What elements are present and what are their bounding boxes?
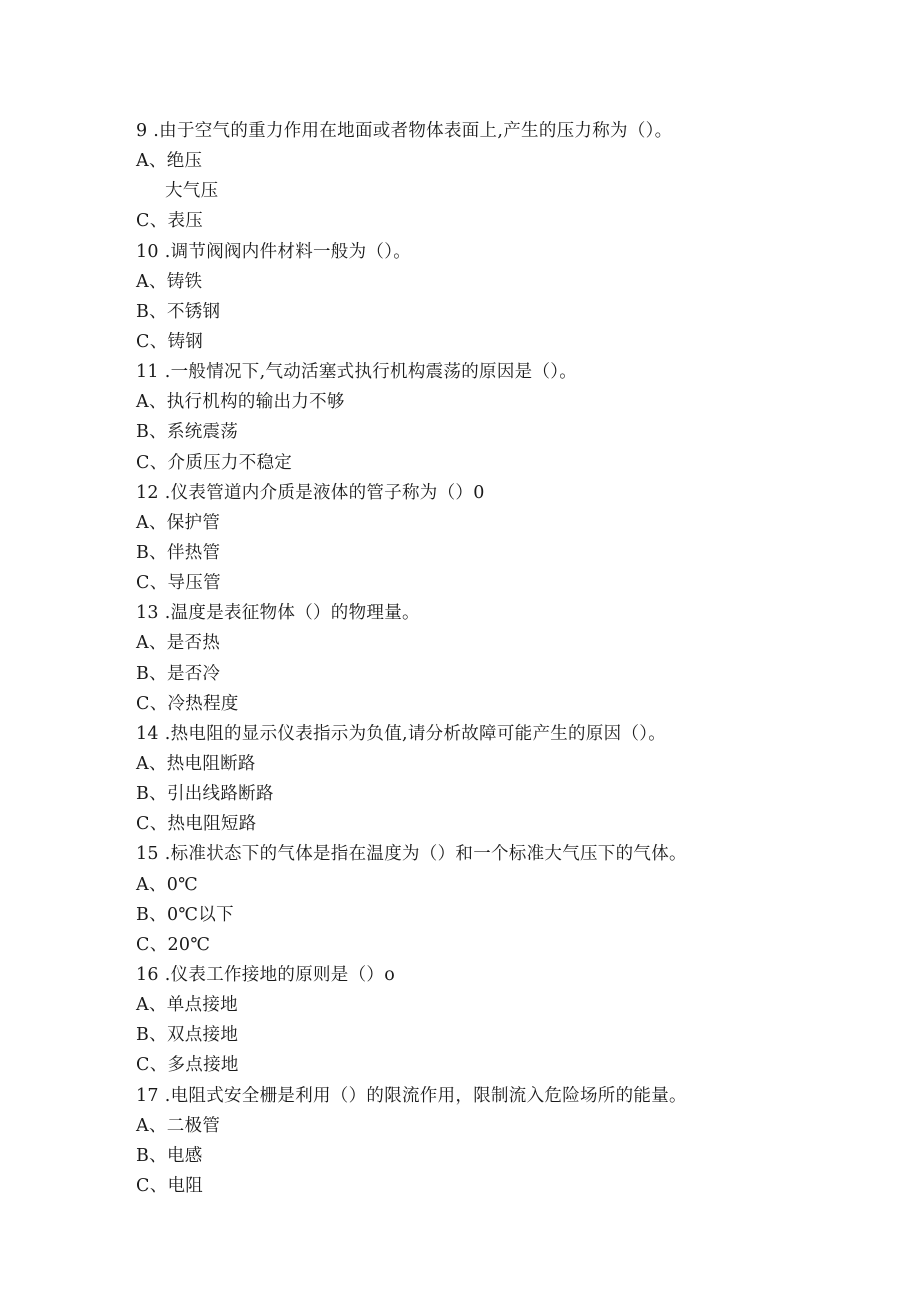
question-13-option-c: C、冷热程度 (136, 693, 239, 714)
question-11-text: 11 .一般情况下,气动活塞式执行机构震荡的原因是（）。 (136, 362, 578, 383)
question-16-text: 16 .仪表工作接地的原则是（）o (136, 964, 396, 985)
question-14-text: 14 .热电阻的显示仪表指示为负值,请分析故障可能产生的原因（）。 (136, 723, 667, 744)
question-16-option-c: C、多点接地 (136, 1055, 239, 1076)
question-9-option-a: A、绝压 (136, 151, 203, 172)
question-10-text: 10 .调节阀阀内件材料一般为（）。 (136, 241, 412, 262)
question-10-option-a: A、铸铁 (136, 271, 203, 292)
question-12-option-a: A、保护管 (136, 512, 221, 533)
question-15-option-c: C、20℃ (136, 934, 211, 955)
question-17-option-c: C、电阻 (136, 1175, 204, 1196)
question-15-text: 15 .标准状态下的气体是指在温度为（）和一个标准大气压下的气体。 (136, 844, 687, 865)
question-10-option-b: B、不锈钢 (136, 301, 221, 322)
question-15-option-b: B、0℃以下 (136, 904, 234, 925)
question-17-option-b: B、电感 (136, 1145, 203, 1166)
question-9-option-b: 大气压 (165, 181, 219, 202)
question-10-option-c: C、铸钢 (136, 331, 204, 352)
question-16-option-b: B、双点接地 (136, 1025, 239, 1046)
question-9-option-c: C、表压 (136, 211, 204, 232)
question-12-option-c: C、导压管 (136, 573, 221, 594)
question-12-option-b: B、伴热管 (136, 542, 221, 563)
question-14-option-a: A、热电阻断路 (136, 753, 256, 774)
question-15-option-a: A、0℃ (136, 874, 199, 895)
question-11-option-c: C、介质压力不稳定 (136, 452, 293, 473)
question-9-text: 9 .由于空气的重力作用在地面或者物体表面上,产生的压力称为（）。 (136, 121, 673, 141)
question-11-option-a: A、执行机构的输出力不够 (136, 392, 345, 413)
question-14-option-b: B、引出线路断路 (136, 784, 274, 805)
question-list (136, 116, 856, 1201)
question-17-text: 17 .电阻式安全栅是利用（）的限流作用，限制流入危险场所的能量。 (136, 1085, 687, 1106)
question-14-option-c: C、热电阻短路 (136, 814, 257, 835)
question-13-option-b: B、是否冷 (136, 663, 221, 684)
question-13-text: 13 .温度是表征物体（）的物理量。 (136, 603, 420, 624)
question-17-option-a: A、二极管 (136, 1115, 221, 1136)
question-11-option-b: B、系统震荡 (136, 422, 239, 443)
question-13-option-a: A、是否热 (136, 633, 221, 654)
question-16-option-a: A、单点接地 (136, 995, 238, 1016)
question-12-text: 12 .仪表管道内介质是液体的管子称为（）0 (136, 482, 485, 503)
